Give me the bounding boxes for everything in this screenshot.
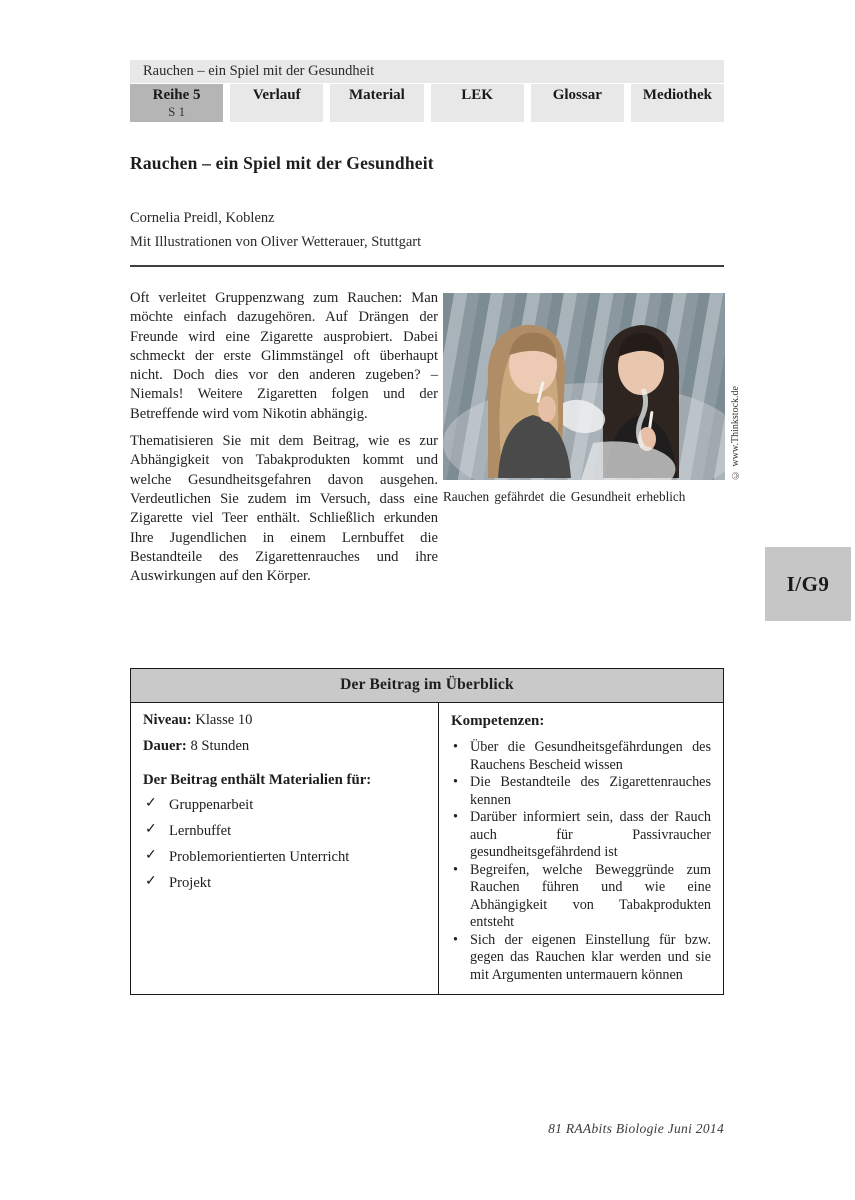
materials-item xyxy=(143,823,424,839)
divider-rule xyxy=(130,265,724,267)
checkmark-icon: ✓ xyxy=(145,796,157,811)
bullet-icon: • xyxy=(453,931,458,948)
checkmark-icon: ✓ xyxy=(145,874,157,889)
kompetenzen-list xyxy=(451,739,711,984)
niveau-row xyxy=(143,712,424,729)
tab-sublabel: S 1 xyxy=(168,104,186,119)
overview-table xyxy=(130,668,724,995)
overview-cell-left xyxy=(131,703,438,994)
kompetenzen-item-text: Die Bestandteile des Zigarettenrauches kennen xyxy=(470,774,711,808)
tab-label: LEK xyxy=(461,87,493,103)
kompetenzen-item-text: Begreifen, welche Beweggründe zum Rauchen führen und wie eine Abhängigkeit von Tabakprodukten entsteht xyxy=(470,861,711,930)
intro-paragraph-1: Oft verleitet Gruppenzwang zum Rauchen: Man möchte einfach dazugehören. Auf Drängen der Freunde wird eine Zigarette ausprobiert. Dabei schmeckt der erste Glimmstängel oft überhaupt nicht. Doch dies vor den anderen zugeben? – Niemals! Weitere Zigaretten folgen und der Betreffende wird vom Nikotin abhängig. xyxy=(130,290,438,422)
tab-material[interactable] xyxy=(330,84,423,122)
checkmark-icon: ✓ xyxy=(145,822,157,837)
kompetenzen-item-text: Sich der eigenen Einstellung für bzw. gegen das Rauchen klar werden und sie mit Argumenten untermauern können xyxy=(470,931,711,983)
materials-item-label: Problemorientierten Unterricht xyxy=(169,849,350,865)
tab-mediothek[interactable] xyxy=(631,84,724,122)
kompetenzen-item-text: Über die Gesundheitsgefährdungen des Rauchens Bescheid wissen xyxy=(470,739,711,773)
author-line: Cornelia Preidl, Koblenz xyxy=(130,210,275,226)
materials-item-label: Projekt xyxy=(169,875,212,891)
kompetenzen-item xyxy=(451,739,711,774)
photo-illustration xyxy=(443,293,725,480)
materials-item-label: Lernbuffet xyxy=(169,823,232,839)
kompetenzen-item-text: Darüber informiert sein, dass der Rauch auch für Passivraucher gesundheitsgefährdend ist xyxy=(470,809,711,860)
page-title: Rauchen – ein Spiel mit der Gesundheit xyxy=(130,153,434,173)
tab-label: Glossar xyxy=(552,87,602,103)
kompetenzen-item xyxy=(451,862,711,932)
intro-text xyxy=(130,289,438,594)
tab-verlauf[interactable] xyxy=(230,84,323,122)
materials-item-label: Gruppenarbeit xyxy=(169,797,254,813)
tab-bar xyxy=(130,84,724,122)
tab-label: Material xyxy=(349,87,405,103)
bullet-icon: • xyxy=(453,809,458,825)
tab-label: Mediothek xyxy=(642,87,713,103)
kompetenzen-heading: Kompetenzen: xyxy=(451,713,545,729)
kompetenzen-item xyxy=(451,774,711,809)
checkmark-icon: ✓ xyxy=(145,848,157,863)
materials-item xyxy=(143,849,424,865)
overview-cell-right xyxy=(438,703,723,994)
tab-label: Verlauf xyxy=(252,87,301,103)
kompetenzen-item xyxy=(451,809,711,862)
overview-table-body xyxy=(131,703,723,994)
overview-table-title: Der Beitrag im Überblick xyxy=(131,669,723,703)
niveau-label: Niveau: xyxy=(143,712,192,728)
materials-heading: Der Beitrag enthält Materialien für: xyxy=(143,772,372,788)
tab-glossar[interactable] xyxy=(531,84,624,122)
tab-lek[interactable] xyxy=(431,84,524,122)
tab-reihe-5[interactable] xyxy=(130,84,223,122)
illustrator-line: Mit Illustrationen von Oliver Wetterauer, Stuttgart xyxy=(130,233,422,250)
niveau-value: Klasse 10 xyxy=(195,712,253,728)
intro-paragraph-2: Thematisieren Sie mit dem Beitrag, wie es zur Abhängigkeit von Tabakprodukten kommt und welche Gesundheitsgefahren davon ausgehen. Verdeutlichen Sie zudem im Versuch, dass eine Zigarette viel Teer enthält. Schließlich erkunden Ihre Jugendlichen in einem Lernbuffet die Bestandteile des Zigarettenrauches und ihre Auswirkungen auf den Körper. xyxy=(130,433,438,585)
materials-item xyxy=(143,875,424,891)
photo-two-women-smoking xyxy=(443,293,725,480)
figure-caption: Rauchen gefährdet die Gesundheit erheblich xyxy=(443,489,686,504)
bullet-icon: • xyxy=(453,774,458,790)
dauer-value: 8 Stunden xyxy=(190,738,250,754)
author-block xyxy=(130,207,724,254)
breadcrumb: Rauchen – ein Spiel mit der Gesundheit xyxy=(130,60,724,83)
figure xyxy=(443,293,725,505)
bullet-icon: • xyxy=(453,739,458,755)
materials-list xyxy=(143,797,424,891)
section-code-badge: I/G9 xyxy=(765,547,851,621)
page-footer: 81 RAAbits Biologie Juni 2014 xyxy=(548,1121,724,1136)
dauer-label: Dauer: xyxy=(143,738,187,754)
dauer-row xyxy=(143,738,424,755)
tab-label: Reihe 5 xyxy=(152,87,201,103)
kompetenzen-item xyxy=(451,932,711,985)
photo-credit: © www.Thinkstock.de xyxy=(730,386,741,480)
bullet-icon: • xyxy=(453,861,458,878)
materials-item xyxy=(143,797,424,813)
